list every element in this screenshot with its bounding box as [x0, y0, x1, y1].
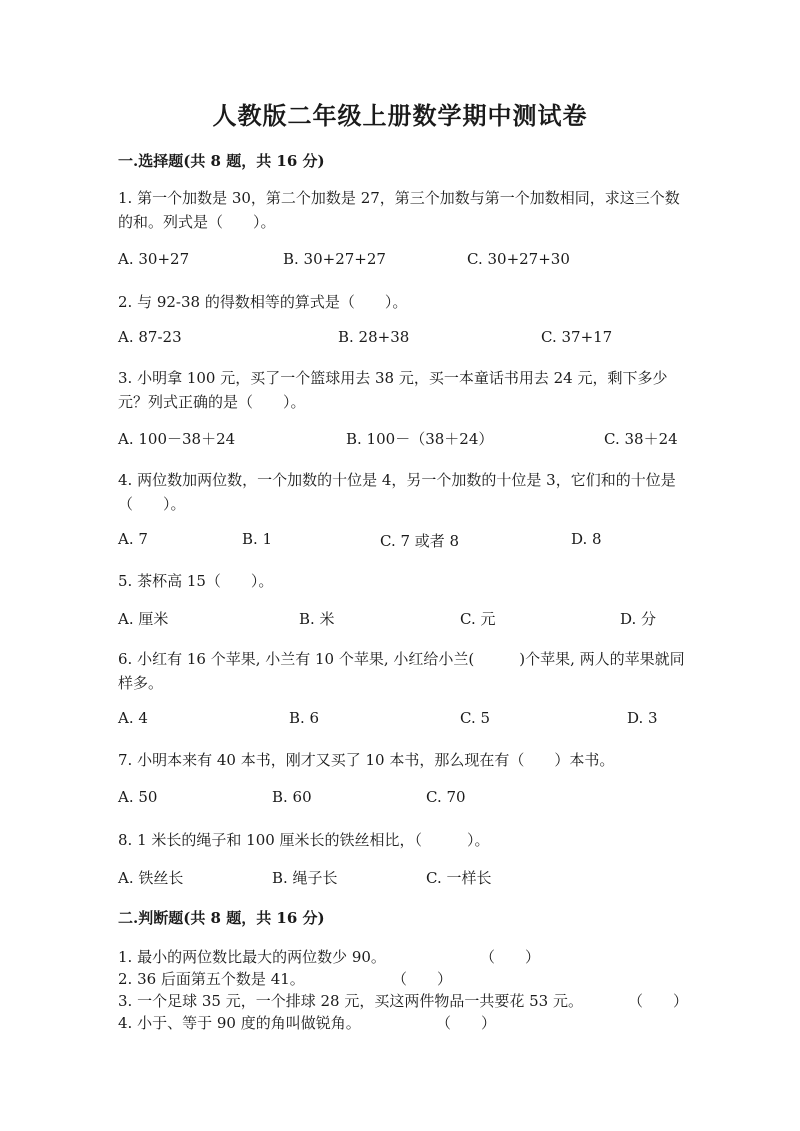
question-option: A. 30+27	[118, 250, 190, 268]
question-option: B. 60	[272, 788, 312, 806]
question-option: C. 38＋24	[604, 430, 678, 448]
question-option: C. 5	[460, 709, 491, 727]
answer-blank: （ ）	[628, 992, 689, 1010]
question-option: A. 4	[118, 709, 148, 727]
question-option: C. 37+17	[541, 328, 613, 346]
question-option: A. 7	[118, 530, 148, 548]
question-option: A. 50	[118, 788, 158, 806]
judge-item-text: 3. 一个足球 35 元，一个排球 28 元，买这两件物品一共要花 53 元。	[118, 992, 583, 1010]
section-heading-choice: 一.选择题(共 8 题，共 16 分)	[118, 152, 325, 170]
question-option: B. 28+38	[338, 328, 410, 346]
question-option: B. 30+27+27	[283, 250, 386, 268]
judge-item-text: 4. 小于、等于 90 度的角叫做锐角。	[118, 1014, 361, 1032]
page-title: 人教版二年级上册数学期中测试卷	[212, 101, 588, 130]
answer-blank: （ ）	[436, 1014, 497, 1032]
judge-item-text: 1. 最小的两位数比最大的两位数少 90。	[118, 948, 386, 966]
question-text: 5. 茶杯高 15（ ）。	[118, 572, 274, 590]
answer-blank: （ ）	[480, 948, 541, 966]
question-option: A. 87-23	[118, 328, 182, 346]
question-option: B. 1	[242, 530, 273, 548]
question-option: B. 100－（38＋24）	[346, 430, 494, 448]
question-text: 6. 小红有 16 个苹果, 小兰有 10 个苹果, 小红给小兰( )个苹果, 两人的苹果就同样多。	[118, 650, 685, 692]
question-text: 2. 与 92-38 的得数相等的算式是（ ）。	[118, 293, 408, 311]
question-text: 1. 第一个加数是 30，第二个加数是 27，第三个加数与第一个加数相同，求这三个数的和。列式是（ ）。	[118, 189, 680, 231]
judge-item-text: 2. 36 后面第五个数是 41。	[118, 970, 305, 988]
question-option: C. 元	[460, 610, 496, 628]
question-option: C. 30+27+30	[467, 250, 570, 268]
question-text: 7. 小明本来有 40 本书，刚才又买了 10 本书，那么现在有（ ）本书。	[118, 751, 615, 769]
question-option: A. 铁丝长	[118, 869, 184, 887]
question-option: B. 6	[289, 709, 320, 727]
question-option: B. 米	[299, 610, 335, 628]
section-heading-judge: 二.判断题(共 8 题，共 16 分)	[118, 909, 325, 927]
question-text: 3. 小明拿 100 元，买了一个篮球用去 38 元，买一本童话书用去 24 元，剩下多少元？列式正确的是（ ）。	[118, 369, 668, 411]
question-option: D. 分	[620, 610, 657, 628]
question-option: C. 7 或者 8	[380, 532, 460, 550]
question-option: A. 厘米	[118, 610, 169, 628]
question-option: A. 100－38＋24	[118, 430, 236, 448]
question-option: C. 一样长	[426, 869, 492, 887]
question-option: D. 3	[627, 709, 658, 727]
question-option: C. 70	[426, 788, 466, 806]
question-text: 8. 1 米长的绳子和 100 厘米长的铁丝相比，（ ）。	[118, 831, 490, 849]
answer-blank: （ ）	[392, 970, 453, 988]
question-option: D. 8	[571, 530, 602, 548]
question-text: 4. 两位数加两位数，一个加数的十位是 4，另一个加数的十位是 3，它们和的十位是（ ）。	[118, 471, 676, 513]
question-option: B. 绳子长	[272, 869, 338, 887]
